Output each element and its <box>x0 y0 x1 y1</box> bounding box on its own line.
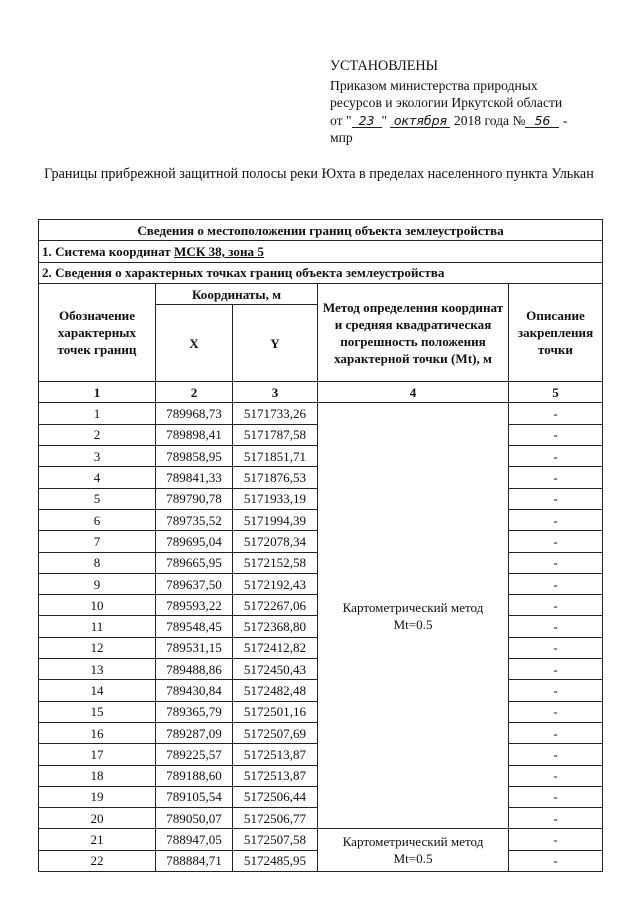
coord-system-row <box>39 241 603 262</box>
approval-quote-close: " <box>381 112 388 128</box>
approval-dash: - <box>562 112 568 128</box>
section-title: Сведения о местоположении границ объекта землеустройства <box>39 220 603 241</box>
point-description: - <box>509 573 603 594</box>
point-description: - <box>509 616 603 637</box>
method-accuracy: Mt=0.5 <box>393 851 433 867</box>
coord-x: 789665,95 <box>156 552 233 573</box>
point-description: - <box>509 722 603 743</box>
coord-x: 789488,86 <box>156 659 233 680</box>
point-number: 21 <box>39 829 156 850</box>
col-point-designation: Обозначение характерных точек границ <box>39 283 156 381</box>
coord-y: 5171933,19 <box>233 488 318 509</box>
coord-y: 5172368,80 <box>233 616 318 637</box>
coord-x: 789898,41 <box>156 424 233 445</box>
coordinates-table <box>38 219 603 872</box>
point-description: - <box>509 808 603 829</box>
coord-x: 789430,84 <box>156 680 233 701</box>
point-description: - <box>509 765 603 786</box>
coord-x: 789637,50 <box>156 573 233 594</box>
point-description: - <box>509 659 603 680</box>
table-row <box>39 829 603 850</box>
point-number: 16 <box>39 722 156 743</box>
point-number: 1 <box>39 403 156 424</box>
point-number: 11 <box>39 616 156 637</box>
point-number: 3 <box>39 446 156 467</box>
col-coordinates: Координаты, м <box>156 283 318 304</box>
coord-y: 5172192,43 <box>233 573 318 594</box>
approval-year-text: 2018 года № <box>453 112 526 128</box>
point-description: - <box>509 850 603 871</box>
col-number: 5 <box>509 382 603 403</box>
col-description: Описание закрепления точки <box>509 283 603 381</box>
coord-x: 788884,71 <box>156 850 233 871</box>
coord-y: 5172485,95 <box>233 850 318 871</box>
approval-date-line <box>330 112 610 130</box>
point-number: 5 <box>39 488 156 509</box>
point-description: - <box>509 829 603 850</box>
approval-stamp <box>330 58 610 147</box>
point-description: - <box>509 701 603 722</box>
coord-y: 5171733,26 <box>233 403 318 424</box>
coord-x: 789188,60 <box>156 765 233 786</box>
approval-line-1: Приказом министерства природных <box>330 77 538 93</box>
method-name: Картометрический метод <box>342 599 484 615</box>
point-number: 19 <box>39 786 156 807</box>
method-name: Картометрический метод <box>342 834 484 850</box>
point-number: 13 <box>39 659 156 680</box>
col-number: 4 <box>318 382 509 403</box>
coord-x: 789365,79 <box>156 701 233 722</box>
point-description: - <box>509 680 603 701</box>
column-number-row <box>39 382 603 403</box>
point-description: - <box>509 488 603 509</box>
coord-x: 788947,05 <box>156 829 233 850</box>
section-title-row <box>39 220 603 241</box>
approval-month: октября <box>390 115 450 128</box>
coord-x: 789050,07 <box>156 808 233 829</box>
point-number: 15 <box>39 701 156 722</box>
coord-x: 789858,95 <box>156 446 233 467</box>
point-description: - <box>509 552 603 573</box>
coord-system-cell <box>39 241 603 262</box>
method-cell <box>318 403 509 829</box>
coord-y: 5171787,58 <box>233 424 318 445</box>
coord-y: 5172513,87 <box>233 765 318 786</box>
coord-y: 5172152,58 <box>233 552 318 573</box>
point-description: - <box>509 531 603 552</box>
coord-y: 5171851,71 <box>233 446 318 467</box>
coord-x: 789548,45 <box>156 616 233 637</box>
point-number: 17 <box>39 744 156 765</box>
point-description: - <box>509 446 603 467</box>
coord-y: 5172513,87 <box>233 744 318 765</box>
coord-y: 5172482,48 <box>233 680 318 701</box>
col-method: Метод определения координат и средняя квадратическая погрешность положения характерной точки (Mt), м <box>318 283 509 381</box>
approval-from: от " <box>330 112 352 128</box>
coord-x: 789105,54 <box>156 786 233 807</box>
table-row <box>39 403 603 424</box>
coord-x: 789841,33 <box>156 467 233 488</box>
coord-y: 5172078,34 <box>233 531 318 552</box>
coord-y: 5171876,53 <box>233 467 318 488</box>
point-description: - <box>509 403 603 424</box>
approval-suffix: мпр <box>330 130 353 146</box>
coord-system-prefix: 1. Система координат <box>42 243 174 259</box>
column-header-row-1 <box>39 283 603 304</box>
point-number: 9 <box>39 573 156 594</box>
coord-y: 5172501,16 <box>233 701 318 722</box>
coord-y: 5172507,58 <box>233 829 318 850</box>
coord-x: 789968,73 <box>156 403 233 424</box>
coord-x: 789531,15 <box>156 637 233 658</box>
point-description: - <box>509 424 603 445</box>
point-number: 7 <box>39 531 156 552</box>
point-number: 6 <box>39 509 156 530</box>
point-description: - <box>509 744 603 765</box>
coord-x: 789695,04 <box>156 531 233 552</box>
col-number: 1 <box>39 382 156 403</box>
point-number: 18 <box>39 765 156 786</box>
coord-x: 789287,09 <box>156 722 233 743</box>
coord-x: 789593,22 <box>156 595 233 616</box>
point-number: 4 <box>39 467 156 488</box>
approval-number: 56 <box>525 115 559 128</box>
document-title: Границы прибрежной защитной полосы реки Юхта в пределах населенного пункта Улькан <box>44 166 594 182</box>
approval-title: УСТАНОВЛЕНЫ <box>330 58 439 74</box>
col-number: 3 <box>233 382 318 403</box>
approval-day: 23 <box>352 115 382 128</box>
point-number: 2 <box>39 424 156 445</box>
points-header: 2. Сведения о характерных точках границ объекта землеустройства <box>39 262 603 283</box>
coord-y: 5172506,77 <box>233 808 318 829</box>
coord-y: 5171994,39 <box>233 509 318 530</box>
point-description: - <box>509 509 603 530</box>
col-y: Y <box>233 305 318 382</box>
point-number: 22 <box>39 850 156 871</box>
coord-x: 789225,57 <box>156 744 233 765</box>
point-number: 14 <box>39 680 156 701</box>
point-description: - <box>509 637 603 658</box>
method-cell <box>318 829 509 872</box>
coord-y: 5172507,69 <box>233 722 318 743</box>
point-description: - <box>509 595 603 616</box>
points-header-row <box>39 262 603 283</box>
point-number: 10 <box>39 595 156 616</box>
coord-y: 5172412,82 <box>233 637 318 658</box>
approval-line-2: ресурсов и экологии Иркутской области <box>330 95 563 111</box>
coord-y: 5172506,44 <box>233 786 318 807</box>
coord-x: 789735,52 <box>156 509 233 530</box>
method-accuracy: Mt=0.5 <box>393 616 433 632</box>
point-description: - <box>509 786 603 807</box>
coord-y: 5172267,06 <box>233 595 318 616</box>
col-number: 2 <box>156 382 233 403</box>
point-number: 8 <box>39 552 156 573</box>
point-description: - <box>509 467 603 488</box>
coord-y: 5172450,43 <box>233 659 318 680</box>
col-x: X <box>156 305 233 382</box>
point-number: 20 <box>39 808 156 829</box>
point-number: 12 <box>39 637 156 658</box>
coord-x: 789790,78 <box>156 488 233 509</box>
coord-system-name: МСК 38, зона 5 <box>174 243 264 259</box>
